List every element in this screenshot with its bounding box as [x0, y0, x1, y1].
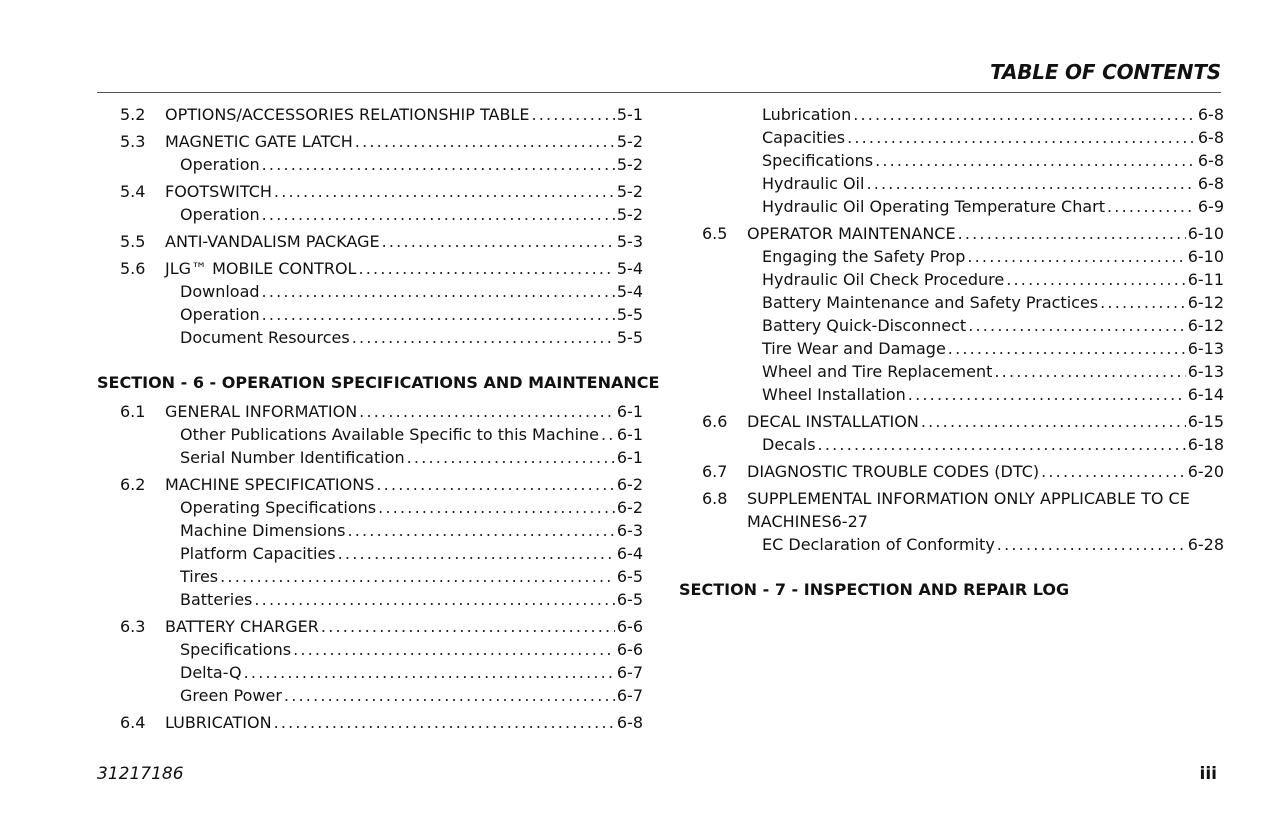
toc-entry-title: Serial Number Identification [180, 448, 405, 467]
toc-entry-page: 6-28 [1187, 535, 1224, 554]
toc-entry[interactable] [97, 130, 643, 153]
toc-entry[interactable] [679, 410, 1224, 433]
toc-entry-title: Wheel Installation [762, 385, 906, 404]
toc-entry[interactable] [97, 684, 643, 707]
toc-entry-page: 6-1 [616, 402, 643, 421]
dot-leader [601, 423, 615, 446]
toc-entry-title: MACHINE SPECIFICATIONS [165, 475, 375, 494]
toc-entry-title: OPERATOR MAINTENANCE [747, 224, 956, 243]
toc-entry-page: 6-10 [1187, 247, 1224, 266]
toc-right-column [679, 103, 1224, 607]
toc-entry-page: 6-13 [1187, 339, 1224, 358]
toc-entry-title: Operation [180, 305, 260, 324]
toc-entry-page: 6-2 [616, 475, 643, 494]
toc-entry-page: 6-6 [616, 640, 643, 659]
toc-entry[interactable] [679, 433, 1224, 456]
toc-entry[interactable] [97, 280, 643, 303]
toc-entry[interactable] [679, 383, 1224, 406]
dot-leader [284, 684, 615, 707]
toc-entry-title: Capacities [762, 128, 846, 147]
dot-leader [967, 245, 1185, 268]
dot-leader [531, 103, 614, 126]
toc-entry[interactable] [97, 446, 643, 469]
toc-entry-page: 6-1 [616, 448, 643, 467]
toc-entry-title: Operation [180, 155, 260, 174]
dot-leader [382, 230, 615, 253]
toc-entry-title: FOOTSWITCH [165, 182, 272, 201]
toc-entry[interactable] [97, 711, 643, 734]
toc-entry[interactable] [97, 400, 643, 423]
dot-leader [1100, 291, 1186, 314]
document-number: 31217186 [97, 764, 184, 784]
toc-entry[interactable] [97, 303, 643, 326]
dot-leader [378, 496, 615, 519]
toc-entry-title: Green Power [180, 686, 282, 705]
dot-leader [968, 314, 1185, 337]
toc-entry-page: 6-8 [1197, 105, 1224, 124]
dot-leader [352, 326, 615, 349]
toc-entry-page: 6-8 [616, 713, 643, 732]
toc-entry[interactable] [97, 103, 643, 126]
dot-leader [274, 180, 615, 203]
toc-entry-page: 6-1 [616, 425, 643, 444]
toc-entry-title: Download [180, 282, 260, 301]
toc-entry-page: 6-11 [1187, 270, 1224, 289]
toc-entry[interactable] [97, 588, 643, 611]
toc-entry-title: GENERAL INFORMATION [165, 402, 358, 421]
dot-leader [407, 446, 615, 469]
dot-leader [1006, 268, 1185, 291]
dot-leader [948, 337, 1186, 360]
toc-entry-page: 5-5 [616, 305, 643, 324]
toc-entry-number: 6.7 [702, 462, 728, 481]
toc-entry[interactable] [97, 230, 643, 253]
dot-leader [254, 588, 614, 611]
toc-entry-page: 6-3 [616, 521, 643, 540]
dot-leader [908, 383, 1186, 406]
toc-entry[interactable] [97, 661, 643, 684]
toc-entry-title: DECAL INSTALLATION [747, 412, 919, 431]
toc-entry-title: DIAGNOSTIC TROUBLE CODES (DTC) [747, 462, 1040, 481]
toc-entry[interactable] [679, 222, 1224, 245]
dot-leader [274, 711, 615, 734]
toc-entry-page: 5-2 [616, 205, 643, 224]
dot-leader [321, 615, 615, 638]
toc-entry-title: Other Publications Available Specific to this Machine [180, 425, 600, 444]
toc-entry-title: Machine Dimensions [180, 521, 346, 540]
toc-entry-title: ANTI-VANDALISM PACKAGE [165, 232, 380, 251]
toc-entry[interactable] [97, 473, 643, 496]
toc-entry[interactable] [97, 542, 643, 565]
toc-entry-number: 6.6 [702, 412, 728, 431]
toc-entry[interactable] [679, 314, 1224, 337]
toc-entry-page: 6-8 [1197, 151, 1224, 170]
toc-entry[interactable] [679, 149, 1224, 172]
section-heading: SECTION - 6 - OPERATION SPECIFICATIONS AND MAINTENANCE [97, 373, 660, 392]
toc-entry-title: JLG™ MOBILE CONTROL [165, 259, 357, 278]
toc-entry[interactable] [97, 326, 643, 349]
dot-leader [244, 661, 615, 684]
toc-entry[interactable] [97, 519, 643, 542]
toc-entry-list [97, 400, 643, 734]
toc-entry[interactable] [97, 180, 643, 203]
toc-entry-number: 5.2 [120, 105, 146, 124]
dot-leader [347, 519, 614, 542]
toc-entry-page: 6-7 [616, 663, 643, 682]
toc-entry-page: 6-5 [616, 590, 643, 609]
dot-leader [359, 400, 615, 423]
dot-leader [262, 203, 615, 226]
toc-entry[interactable] [97, 423, 643, 446]
dot-leader [376, 473, 614, 496]
toc-entry-title: Specifications [762, 151, 874, 170]
dot-leader [875, 149, 1196, 172]
toc-entry-page: 6-8 [1197, 128, 1224, 147]
dot-leader [293, 638, 615, 661]
toc-entry[interactable] [679, 487, 1224, 533]
toc-entry-title: Specifications [180, 640, 292, 659]
toc-entry-title: Batteries [180, 590, 253, 609]
toc-entry-page: 6-10 [1187, 224, 1224, 243]
toc-entry-page: 5-4 [616, 259, 643, 278]
toc-entry-title: Tire Wear and Damage [762, 339, 946, 358]
toc-entry-list [679, 103, 1224, 483]
toc-entry[interactable] [679, 337, 1224, 360]
toc-entry[interactable] [679, 195, 1224, 218]
dot-leader [818, 433, 1186, 456]
toc-entry[interactable] [97, 615, 643, 638]
toc-entry-page: 5-4 [616, 282, 643, 301]
toc-entry-page: 6-12 [1187, 293, 1224, 312]
toc-entry-title: Wheel and Tire Replacement [762, 362, 993, 381]
toc-entry-title: Hydraulic Oil [762, 174, 865, 193]
dot-leader [1041, 460, 1186, 483]
toc-entry-title: Battery Maintenance and Safety Practices [762, 293, 1099, 312]
page-header-title: TABLE OF CONTENTS [990, 60, 1221, 84]
toc-entry-title: OPTIONS/ACCESSORIES RELATIONSHIP TABLE [165, 105, 530, 124]
toc-entry[interactable] [97, 565, 643, 588]
toc-entry-title: Tires [180, 567, 219, 586]
toc-entry-title: SUPPLEMENTAL INFORMATION ONLY APPLICABLE TO CE MACHINES6-27 [747, 489, 1190, 531]
toc-entry[interactable] [679, 103, 1224, 126]
toc-entry-page: 6-18 [1187, 435, 1224, 454]
toc-entry-page: 5-1 [616, 105, 643, 124]
dot-leader [220, 565, 615, 588]
toc-entry-page: 5-2 [616, 182, 643, 201]
toc-entry-page: 6-13 [1187, 362, 1224, 381]
toc-entry-title: Document Resources [180, 328, 350, 347]
toc-entry-number: 6.3 [120, 617, 146, 636]
dot-leader [355, 130, 615, 153]
header-divider [97, 92, 1221, 93]
toc-entry-title: LUBRICATION [165, 713, 272, 732]
toc-entry[interactable] [97, 257, 643, 280]
toc-entry-list [97, 103, 643, 349]
toc-entry-page: 6-15 [1187, 412, 1224, 431]
toc-entry-page: 6-6 [616, 617, 643, 636]
dot-leader [358, 257, 614, 280]
dot-leader [262, 280, 615, 303]
dot-leader [853, 103, 1196, 126]
toc-entry-title: MAGNETIC GATE LATCH [165, 132, 353, 151]
toc-entry-title: BATTERY CHARGER [165, 617, 319, 636]
toc-entry-page: 6-7 [616, 686, 643, 705]
toc-entry[interactable] [97, 203, 643, 226]
toc-entry-title: EC Declaration of Conformity [762, 535, 995, 554]
toc-entry[interactable] [679, 533, 1224, 556]
toc-entry[interactable] [97, 153, 643, 176]
toc-entry-title: Lubrication [762, 105, 852, 124]
toc-entry-page: 6-12 [1187, 316, 1224, 335]
toc-entry-number: 5.3 [120, 132, 146, 151]
toc-left-column [97, 103, 660, 734]
toc-entry-page: 6-20 [1187, 462, 1224, 481]
section-heading: SECTION - 7 - INSPECTION AND REPAIR LOG [679, 580, 1070, 599]
toc-entry-page: 6-4 [616, 544, 643, 563]
toc-entry[interactable] [679, 291, 1224, 314]
toc-entry[interactable] [679, 126, 1224, 149]
dot-leader [994, 360, 1185, 383]
toc-entry-page: 6-9 [1197, 197, 1224, 216]
toc-entry[interactable] [679, 172, 1224, 195]
toc-entry-page: 5-2 [616, 132, 643, 151]
dot-leader [262, 303, 615, 326]
toc-entry-title: Delta-Q [180, 663, 242, 682]
toc-entry-title: Battery Quick-Disconnect [762, 316, 967, 335]
dot-leader [958, 222, 1186, 245]
toc-entry-page: 6-8 [1197, 174, 1224, 193]
dot-leader [847, 126, 1196, 149]
toc-entry-title: Engaging the Safety Prop [762, 247, 966, 266]
toc-entry-page: 5-2 [616, 155, 643, 174]
toc-entry-number: 6.1 [120, 402, 146, 421]
toc-entry-page: 6-14 [1187, 385, 1224, 404]
toc-entry[interactable] [679, 268, 1224, 291]
toc-entry-title: Hydraulic Oil Check Procedure [762, 270, 1005, 289]
toc-entry-number: 5.6 [120, 259, 146, 278]
toc-entry-title: Operating Specifications [180, 498, 377, 517]
toc-entry-title: Platform Capacities [180, 544, 336, 563]
dot-leader [262, 153, 615, 176]
toc-entry-title: Decals [762, 435, 816, 454]
toc-entry-number: 5.4 [120, 182, 146, 201]
toc-entry-page: 5-3 [616, 232, 643, 251]
toc-entry[interactable] [679, 245, 1224, 268]
toc-entry[interactable] [679, 460, 1224, 483]
toc-entry-list [679, 533, 1224, 556]
dot-leader [1107, 195, 1196, 218]
toc-entry[interactable] [679, 360, 1224, 383]
dot-leader [921, 410, 1186, 433]
dot-leader [997, 533, 1186, 556]
toc-entry-page: 5-5 [616, 328, 643, 347]
toc-entry-title: Operation [180, 205, 260, 224]
toc-entry-number: 6.5 [702, 224, 728, 243]
toc-entry-number: 6.4 [120, 713, 146, 732]
toc-entry[interactable] [97, 496, 643, 519]
toc-entry-title: Hydraulic Oil Operating Temperature Chart [762, 197, 1106, 216]
toc-entry-number: 6.8 [702, 489, 728, 508]
dot-leader [866, 172, 1195, 195]
toc-entry-number: 6.2 [120, 475, 146, 494]
dot-leader [338, 542, 615, 565]
toc-entry-number: 5.5 [120, 232, 146, 251]
toc-entry[interactable] [97, 638, 643, 661]
toc-entry-page: 6-2 [616, 498, 643, 517]
toc-entry-page: 6-5 [616, 567, 643, 586]
page-number: iii [1199, 764, 1217, 784]
